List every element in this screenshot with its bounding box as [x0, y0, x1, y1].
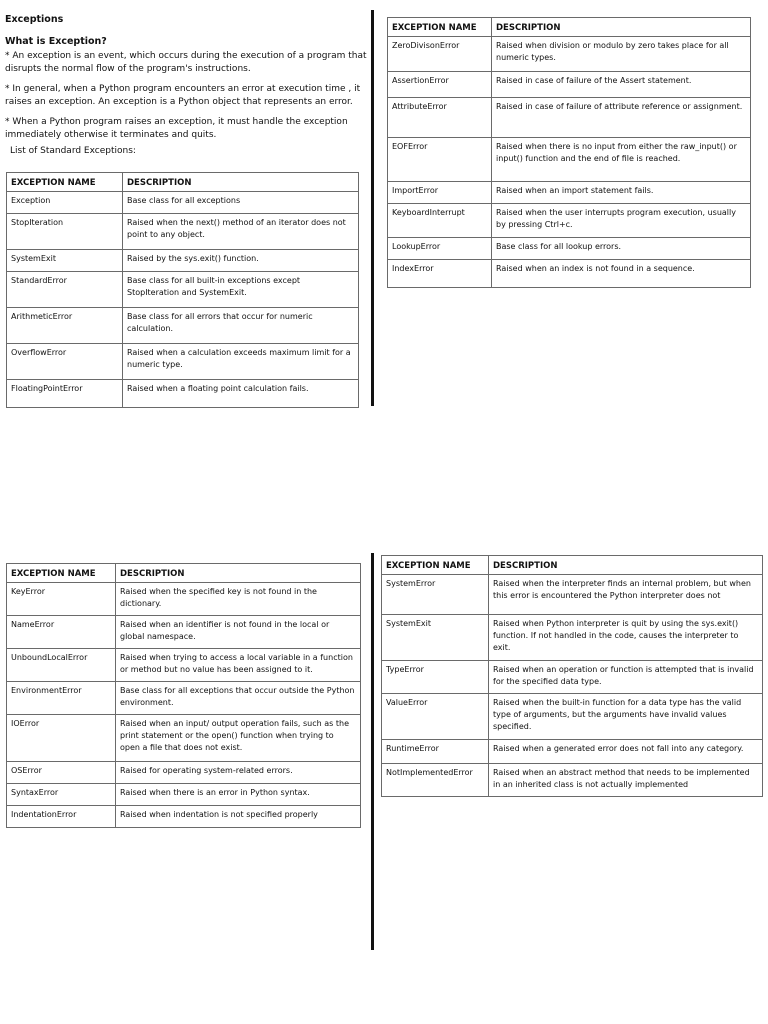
exceptions-table-1 — [6, 172, 359, 408]
table-row — [382, 661, 763, 694]
exception-description: Raised when the specified key is not found in the dictionary. — [116, 583, 361, 616]
table-row — [382, 764, 763, 797]
exception-description: Base class for all exceptions — [123, 192, 359, 214]
intro-paragraph-3: * When a Python program raises an exception, it must handle the exception immediately otherwise it terminates and quits. — [5, 117, 348, 140]
exception-name: SystemError — [382, 575, 489, 615]
exception-description: Raised by the sys.exit() function. — [123, 250, 359, 272]
exception-description: Raised when Python interpreter is quit by using the sys.exit() function. If not handled in the code, causes the interpreter to exit. — [489, 615, 763, 661]
table-row — [7, 682, 361, 715]
exception-description: Raised when an index is not found in a sequence. — [492, 260, 751, 288]
exception-name: UnboundLocalError — [7, 649, 116, 682]
table-row — [382, 694, 763, 740]
exception-description: Raised when the built-in function for a data type has the valid type of arguments, but the arguments have invalid values specified. — [489, 694, 763, 740]
table-header-row — [7, 564, 361, 583]
exception-description: Base class for all errors that occur for numeric calculation. — [123, 308, 359, 344]
intro-paragraph-1: * An exception is an event, which occurs during the execution of a program that disrupts the normal flow of the program's instructions. — [5, 51, 367, 74]
exception-description: Raised when trying to access a local variable in a function or method but no value has been assigned to it. — [116, 649, 361, 682]
exception-name: KeyError — [7, 583, 116, 616]
table-header-row — [7, 173, 359, 192]
exception-description: Raised in case of failure of attribute reference or assignment. — [492, 98, 751, 138]
exception-name: SyntaxError — [7, 784, 116, 806]
exception-description: Raised when a floating point calculation fails. — [123, 380, 359, 408]
exception-description: Base class for all built-in exceptions except StopIteration and SystemExit. — [123, 272, 359, 308]
table-row — [7, 272, 359, 308]
intro-section — [5, 14, 371, 158]
exception-name: ImportError — [388, 182, 492, 204]
exception-name: SystemExit — [7, 250, 123, 272]
section-subtitle: What is Exception? — [5, 35, 107, 47]
exception-name: ArithmeticError — [7, 308, 123, 344]
table-row — [7, 616, 361, 649]
table-header-row — [382, 556, 763, 575]
intro-paragraph-2: * In general, when a Python program encounters an error at execution time , it raises an exception. An exception is a Python object that represents an error. — [5, 84, 361, 107]
exception-description: Raised when an operation or function is attempted that is invalid for the specified data type. — [489, 661, 763, 694]
col-header-name: EXCEPTION NAME — [388, 18, 492, 37]
table-row — [388, 204, 751, 238]
exception-name: EOFError — [388, 138, 492, 182]
exceptions-table-2 — [387, 17, 751, 288]
exception-name: StandardError — [7, 272, 123, 308]
exception-description: Raised when an input/ output operation fails, such as the print statement or the open() function when trying to open a file that does not exist. — [116, 715, 361, 762]
table-row — [382, 575, 763, 615]
exception-description: Raised when there is an error in Python syntax. — [116, 784, 361, 806]
exception-description: Raised when indentation is not specified properly — [116, 806, 361, 828]
table-row — [7, 806, 361, 828]
exception-name: NameError — [7, 616, 116, 649]
exception-description: Raised in case of failure of the Assert statement. — [492, 72, 751, 98]
exception-name: OSError — [7, 762, 116, 784]
exception-description: Base class for all lookup errors. — [492, 238, 751, 260]
table-row — [7, 649, 361, 682]
exception-name: EnvironmentError — [7, 682, 116, 715]
table-header-row — [388, 18, 751, 37]
col-header-name: EXCEPTION NAME — [7, 564, 116, 583]
exception-name: SystemExit — [382, 615, 489, 661]
exception-description: Raised when the interpreter finds an internal problem, but when this error is encountered the Python interpreter does not — [489, 575, 763, 615]
table-row — [7, 250, 359, 272]
table-row — [382, 615, 763, 661]
exception-name: AttributeError — [388, 98, 492, 138]
exception-name: TypeError — [382, 661, 489, 694]
table-row — [388, 138, 751, 182]
exception-name: NotImplementedError — [382, 764, 489, 797]
exception-description: Raised when an import statement fails. — [492, 182, 751, 204]
table-row — [382, 740, 763, 764]
exception-name: KeyboardInterrupt — [388, 204, 492, 238]
exception-description: Raised when an identifier is not found in the local or global namespace. — [116, 616, 361, 649]
col-header-description: DESCRIPTION — [123, 173, 359, 192]
table-row — [7, 214, 359, 250]
exception-description: Raised when there is no input from either the raw_input() or input() function and the end of file is reached. — [492, 138, 751, 182]
table-row — [388, 182, 751, 204]
table-row — [7, 762, 361, 784]
page-divider-bottom — [371, 553, 374, 950]
exception-name: IndexError — [388, 260, 492, 288]
exception-name: OverflowError — [7, 344, 123, 380]
table-row — [7, 715, 361, 762]
table-row — [7, 308, 359, 344]
page-title: Exceptions — [5, 14, 64, 25]
exception-name: AssertionError — [388, 72, 492, 98]
table-row — [388, 260, 751, 288]
exception-name: IOError — [7, 715, 116, 762]
col-header-description: DESCRIPTION — [489, 556, 763, 575]
table-row — [7, 583, 361, 616]
exceptions-table-3 — [6, 563, 361, 828]
list-label: List of Standard Exceptions: — [10, 146, 136, 156]
table-row — [388, 37, 751, 72]
page-divider-top — [371, 10, 374, 406]
exception-name: RuntimeError — [382, 740, 489, 764]
exception-name: LookupError — [388, 238, 492, 260]
exception-description: Raised when the next() method of an iterator does not point to any object. — [123, 214, 359, 250]
table-row — [7, 344, 359, 380]
exception-description: Raised when division or modulo by zero takes place for all numeric types. — [492, 37, 751, 72]
exception-description: Raised when a generated error does not fall into any category. — [489, 740, 763, 764]
exception-description: Raised when the user interrupts program execution, usually by pressing Ctrl+c. — [492, 204, 751, 238]
table-row — [388, 98, 751, 138]
col-header-name: EXCEPTION NAME — [7, 173, 123, 192]
exception-name: ValueError — [382, 694, 489, 740]
exception-name: StopIteration — [7, 214, 123, 250]
table-row — [7, 380, 359, 408]
table-row — [388, 72, 751, 98]
exceptions-table-4 — [381, 555, 763, 797]
exception-description: Raised when a calculation exceeds maximum limit for a numeric type. — [123, 344, 359, 380]
table-row — [7, 784, 361, 806]
exception-name: IndentationError — [7, 806, 116, 828]
col-header-name: EXCEPTION NAME — [382, 556, 489, 575]
exception-description: Base class for all exceptions that occur outside the Python environment. — [116, 682, 361, 715]
exception-description: Raised for operating system-related errors. — [116, 762, 361, 784]
exception-description: Raised when an abstract method that needs to be implemented in an inherited class is not actually implemented — [489, 764, 763, 797]
table-row — [7, 192, 359, 214]
col-header-description: DESCRIPTION — [492, 18, 751, 37]
exception-name: ZeroDivisonError — [388, 37, 492, 72]
exception-name: FloatingPointError — [7, 380, 123, 408]
table-row — [388, 238, 751, 260]
col-header-description: DESCRIPTION — [116, 564, 361, 583]
exception-name: Exception — [7, 192, 123, 214]
